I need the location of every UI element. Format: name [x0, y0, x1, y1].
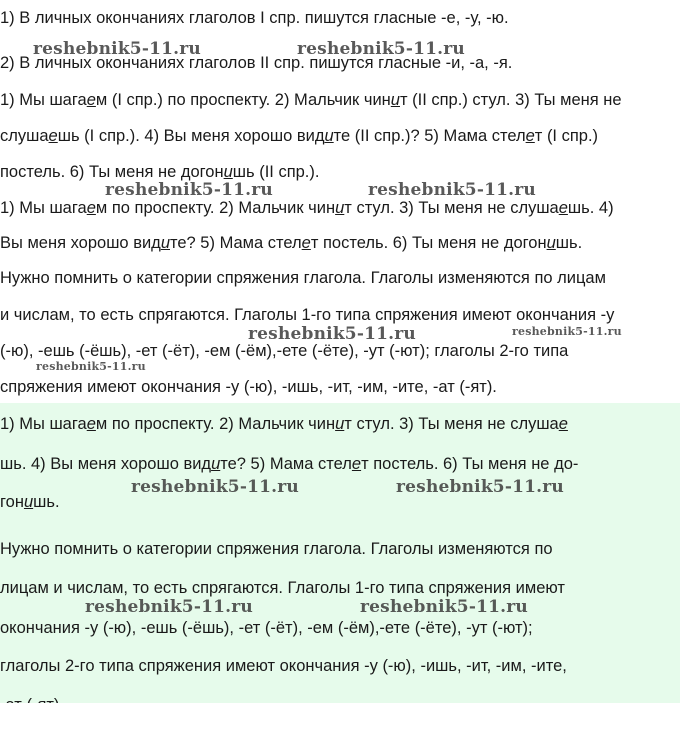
text-line — [0, 126, 598, 146]
verb-ending-letter: е — [86, 91, 96, 109]
text-line — [0, 539, 553, 559]
verb-ending-letter: е — [48, 127, 58, 145]
watermark-logo: reshebnik5-11.ru — [368, 180, 536, 200]
text-segment: 1) Мы шага — [0, 415, 87, 433]
text-segment: 1) В личных окончаниях глаголов I спр. пишутся гласные -е, -у, -ю. — [0, 9, 509, 27]
text-segment: т постель. 6) Ты меня не до- — [361, 455, 579, 473]
verb-ending-letter: и — [390, 91, 400, 109]
verb-ending-letter: и — [211, 455, 221, 473]
watermark-logo: reshebnik5-11.ru — [248, 324, 416, 344]
verb-ending-letter: е — [525, 127, 535, 145]
text-segment: окончания -у (-ю), -ешь (-ёшь), -ет (-ёт), -ем (-ём),-ете (-ёте), -ут (-ют); — [0, 619, 533, 637]
text-segment: 2) В личных окончаниях глаголов II спр. пишутся гласные -и, -а, -я. — [0, 54, 513, 72]
text-segment: шь. 4) — [567, 199, 614, 217]
text-segment: слуша — [0, 127, 49, 145]
page-bottom-mask — [0, 703, 680, 735]
text-segment: т (I спр.) — [534, 127, 599, 145]
text-segment: м (I спр.) по проспекту. 2) Мальчик чин — [95, 91, 391, 109]
text-segment: 1) Мы шага — [0, 91, 87, 109]
verb-ending-letter: е — [558, 199, 568, 217]
verb-ending-letter: е — [86, 199, 96, 217]
text-line — [0, 492, 60, 512]
text-line — [0, 8, 509, 28]
text-line — [0, 454, 578, 474]
verb-ending-letter: и — [160, 234, 170, 252]
text-line — [0, 90, 622, 110]
text-line — [0, 414, 568, 434]
text-line — [0, 618, 533, 638]
text-segment: шь (II спр.). — [232, 163, 320, 181]
text-segment: т (II спр.) стул. 3) Ты меня не — [399, 91, 622, 109]
text-segment: т стул. 3) Ты меня не слуша — [344, 199, 559, 217]
text-segment: глаголы 2-го типа спряжения имеют окончания -у (-ю), -ишь, -ит, -им, -ите, — [0, 657, 567, 675]
text-segment: Нужно помнить о категории спряжения глагола. Глаголы изменяются по — [0, 540, 553, 558]
text-segment: м по проспекту. 2) Мальчик чин — [95, 415, 336, 433]
verb-ending-letter: и — [23, 493, 34, 511]
watermark-logo: reshebnik5-11.ru — [36, 360, 146, 373]
verb-ending-letter: и — [335, 199, 345, 217]
watermark-logo: reshebnik5-11.ru — [360, 597, 528, 617]
verb-ending-letter: и — [223, 163, 233, 181]
watermark-logo: reshebnik5-11.ru — [105, 180, 273, 200]
text-line — [0, 341, 568, 361]
text-line — [0, 268, 606, 288]
watermark-logo: reshebnik5-11.ru — [297, 39, 465, 59]
verb-ending-letter: и — [324, 127, 334, 145]
text-segment: лицам и числам, то есть спрягаются. Глаголы 1-го типа спряжения имеют — [0, 579, 565, 597]
text-line — [0, 198, 614, 218]
watermark-logo: reshebnik5-11.ru — [512, 325, 622, 338]
text-segment: т постель. 6) Ты меня не догон — [310, 234, 547, 252]
verb-ending-letter: е — [351, 455, 362, 473]
text-segment: Вы меня хорошо вид — [0, 234, 161, 252]
text-segment: спряжения имеют окончания -у (-ю), -ишь, -ит, -им, -ите, -ат (-ят). — [0, 378, 497, 396]
text-segment: шь (I спр.). 4) Вы меня хорошо вид — [57, 127, 325, 145]
text-segment: Нужно помнить о категории спряжения глагола. Глаголы изменяются по лицам — [0, 269, 606, 287]
watermark-logo: reshebnik5-11.ru — [131, 477, 299, 497]
watermark-logo: reshebnik5-11.ru — [85, 597, 253, 617]
text-segment: шь. — [33, 493, 60, 511]
text-segment: гон — [0, 493, 24, 511]
verb-ending-letter: е — [301, 234, 311, 252]
text-segment: 1) Мы шага — [0, 199, 87, 217]
verb-ending-letter: е — [86, 415, 96, 433]
text-line — [0, 233, 582, 253]
verb-ending-letter: и — [546, 234, 556, 252]
text-segment: и числам, то есть спрягаются. Глаголы 1-го типа спряжения имеют окончания -у — [0, 306, 615, 324]
text-segment: (-ю), -ешь (-ёшь), -ет (-ёт), -ем (-ём),-ете (-ёте), -ут (-ют); глаголы 2-го типа — [0, 342, 569, 360]
text-segment: шь. — [555, 234, 583, 252]
text-segment: те? 5) Мама стел — [220, 455, 352, 473]
text-segment: т стул. 3) Ты меня не слуша — [344, 415, 559, 433]
text-segment: м по проспекту. 2) Мальчик чин — [95, 199, 336, 217]
text-line — [0, 305, 614, 325]
text-segment: шь. 4) Вы меня хорошо вид — [0, 455, 212, 473]
watermark-logo: reshebnik5-11.ru — [33, 39, 201, 59]
text-line — [0, 656, 567, 676]
text-segment: те? 5) Мама стел — [170, 234, 302, 252]
text-segment: постель. 6) Ты меня не догон — [0, 163, 224, 181]
text-line — [0, 377, 497, 397]
verb-ending-letter: и — [335, 415, 345, 433]
verb-ending-letter: е — [558, 415, 568, 433]
text-line — [0, 162, 319, 182]
watermark-logo: reshebnik5-11.ru — [396, 477, 564, 497]
text-line — [0, 578, 565, 598]
text-segment: те (II спр.)? 5) Мама стел — [333, 127, 526, 145]
